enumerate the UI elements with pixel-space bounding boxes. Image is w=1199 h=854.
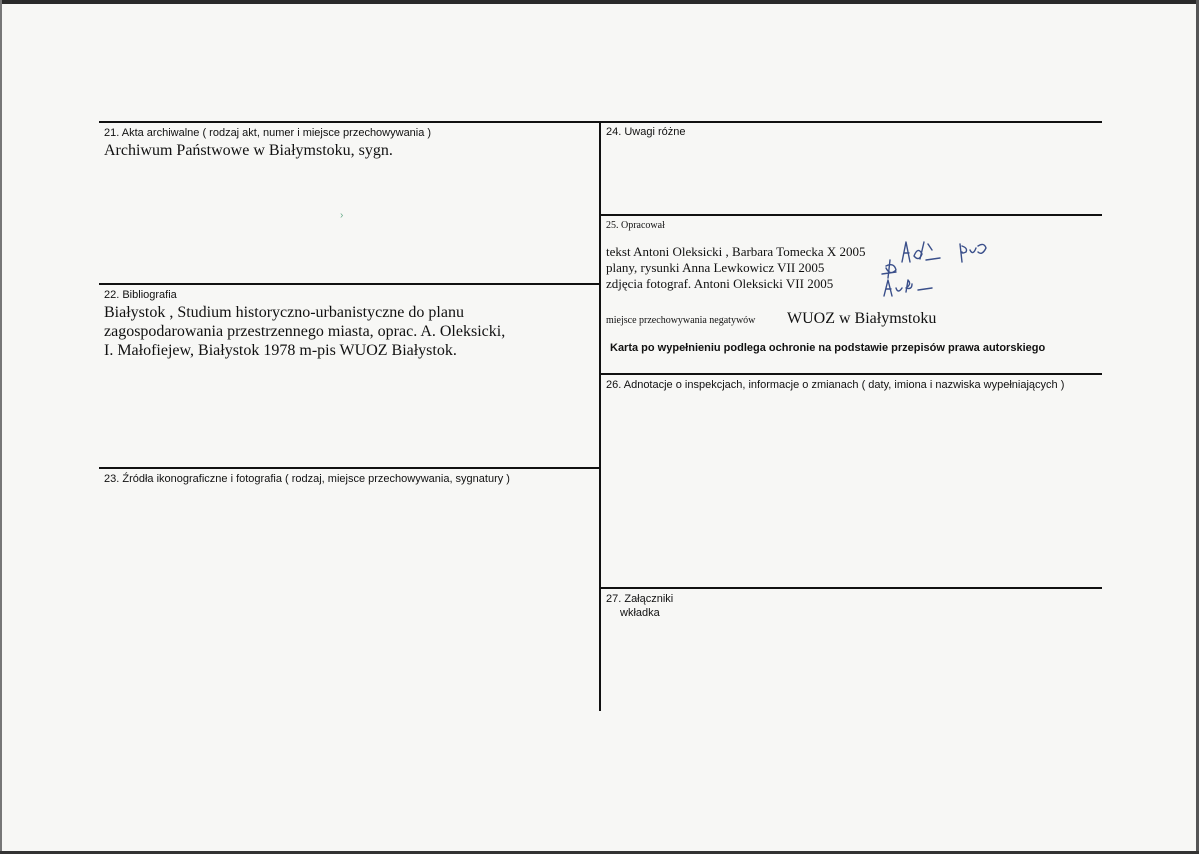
section-22-line-1: Białystok , Studium historyczno-urbanistyczne do planu: [104, 304, 464, 321]
section-25-label: 25. Opracował: [606, 220, 665, 231]
section-21-label: 21. Akta archiwalne ( rodzaj akt, numer i miejsce przechowywania ): [104, 127, 432, 139]
rule-26: [600, 373, 1102, 375]
section-23-label: 23. Źródła ikonograficzne i fotografia ( rodzaj, miejsce przechowywania, sygnatury ): [104, 473, 510, 485]
rule-22: [99, 283, 600, 285]
scan-edge-left: [0, 0, 2, 854]
section-25-line-3: zdjęcia fotograf. Antoni Oleksicki VII 2005: [606, 276, 834, 291]
section-25-line-2: plany, rysunki Anna Lewkowicz VII 2005: [606, 260, 825, 275]
section-27-label: 27. Załączniki: [606, 593, 674, 605]
section-21-text: Archiwum Państwowe w Białymstoku, sygn.: [104, 142, 393, 159]
section-24-label: 24. Uwagi różne: [606, 126, 686, 138]
pencil-mark: ›: [340, 210, 344, 221]
scan-edge-top: [0, 0, 1199, 4]
section-22-line-2: zagospodarowania przestrzennego miasta, oprac. A. Oleksicki,: [104, 323, 506, 340]
rule-27: [600, 587, 1102, 589]
copyright-note: Karta po wypełnieniu podlega ochronie na podstawie przepisów prawa autorskiego: [610, 342, 1046, 354]
section-25-line-1: tekst Antoni Oleksicki , Barbara Tomecka X 2005: [606, 244, 866, 259]
section-27-value: wkładka: [620, 607, 660, 619]
rule-23: [99, 467, 600, 469]
negatives-label: miejsce przechowywania negatywów: [606, 315, 756, 326]
section-22-label: 22. Bibliografia: [104, 289, 177, 301]
rule-middle: [599, 121, 601, 711]
section-26-label: 26. Adnotacje o inspekcjach, informacje o zmianach ( daty, imiona i nazwiska wypełniających ): [606, 379, 1065, 391]
section-22-line-3: I. Małofiejew, Białystok 1978 m-pis WUOZ Białystok.: [104, 342, 457, 359]
negatives-value: WUOZ w Białymstoku: [787, 310, 937, 327]
rule-25: [600, 214, 1102, 216]
handwritten-signature: [878, 232, 1018, 304]
